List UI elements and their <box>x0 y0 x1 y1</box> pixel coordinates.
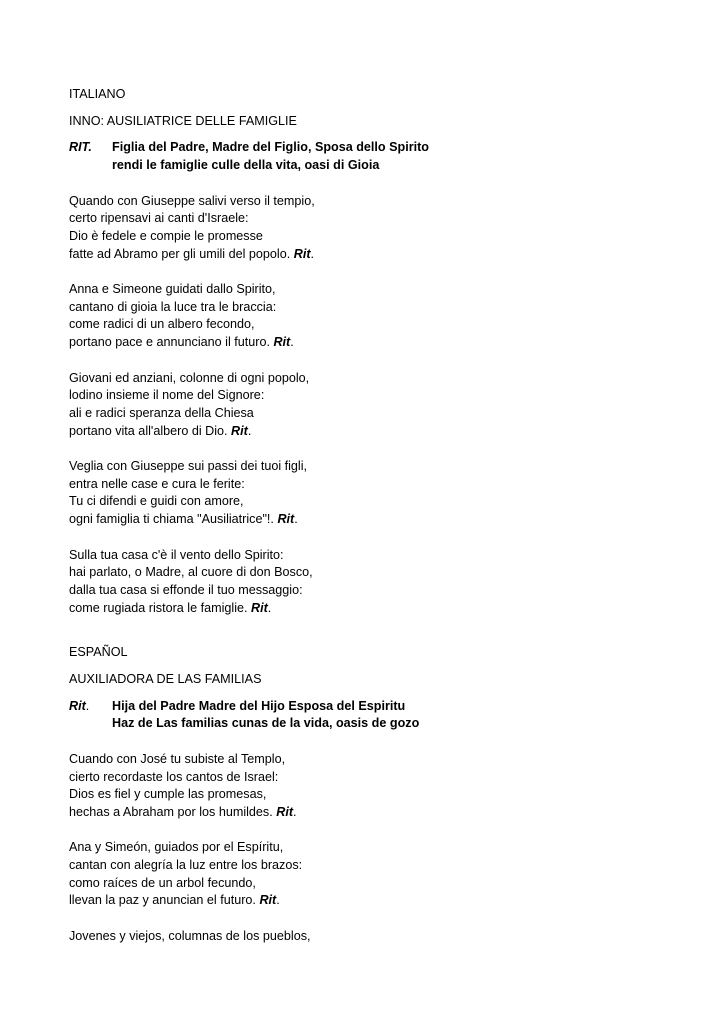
verse-line: Sulla tua casa c'è il vento dello Spirito: <box>69 547 284 562</box>
verse-line: Dios es fiel y cumple las promesas, <box>69 787 267 802</box>
italian-refrain-line: rendi le famiglie culle della vita, oasi di Gioia <box>112 158 380 173</box>
spanish-refrain-line: Hija del Padre Madre del Hijo Esposa del Espiritu <box>112 698 406 713</box>
italian-refrain-line: Figlia del Padre, Madre del Figlio, Sposa dello Spirito <box>112 140 429 155</box>
italian-stanza: Sulla tua casa c'è il vento dello Spirito: hai parlato, o Madre, al cuore di don Bosco, dalla tua casa si effonde il tuo messaggio: come rugiada ristora le famiglie. Rit. <box>69 547 669 618</box>
italian-refrain-tag: RIT <box>69 140 89 155</box>
verse-line: certo ripensavi ai canti d'Israele: <box>69 211 249 226</box>
spanish-stanza: Cuando con José tu subiste al Templo, cierto recordaste los cantos de Israel: Dios es fiel y cumple las promesas, hechas a Abraham por los humildes. Rit. <box>69 751 669 822</box>
rit-marker: Rit <box>251 600 268 615</box>
verse-line: hai parlato, o Madre, al cuore di don Bosco, <box>69 565 313 580</box>
spanish-refrain: Rit. Hija del Padre Madre del Hijo Esposa del Espiritu Haz de Las familias cunas de la vida, oasis de gozo <box>69 698 669 733</box>
verse-line: entra nelle case e cura le ferite: <box>69 476 245 491</box>
italian-stanza: Veglia con Giuseppe sui passi dei tuoi figli, entra nelle case e cura le ferite: Tu ci difendi e guidi con amore, ogni famiglia ti chiama "Ausiliatrice"!. Rit. <box>69 458 669 529</box>
verse-line: cierto recordaste los cantos de Israel: <box>69 769 279 784</box>
spanish-refrain-tag: Rit <box>69 698 86 713</box>
spanish-stanza <box>69 928 669 946</box>
verse-line: portano vita all'albero di Dio. <box>69 423 228 438</box>
rit-marker: Rit <box>293 246 311 261</box>
verse-line: lodino insieme il nome del Signore: <box>69 388 265 403</box>
verse-line: Giovani ed anziani, colonne di ogni popolo, <box>69 370 310 385</box>
spanish-stanza: Ana y Simeón, guiados por el Espíritu, cantan con alegría la luz entre los brazos: como raíces de un arbol fecundo, llevan la paz y anuncian el futuro. Rit. <box>69 839 669 910</box>
verse-line: Jovenes y viejos, columnas de los pueblos, <box>69 928 311 943</box>
italian-language-heading: ITALIANO <box>69 87 126 101</box>
verse-line: dalla tua casa si effonde il tuo messaggio: <box>69 582 303 597</box>
rit-marker: Rit <box>277 512 295 527</box>
verse-line: Cuando con José tu subiste al Templo, <box>69 751 286 766</box>
verse-line: ali e radici speranza della Chiesa <box>69 405 254 420</box>
spanish-refrain-line: Haz de Las familias cunas de la vida, oasis de gozo <box>112 716 420 731</box>
verse-line: Dio è fedele e compie le promesse <box>69 228 263 243</box>
verse-line: come radici di un albero fecondo, <box>69 317 255 332</box>
italian-stanza: Anna e Simeone guidati dallo Spirito, cantano di gioia la luce tra le braccia: come radici di un albero fecondo, portano pace e annunciano il futuro. Rit. <box>69 281 669 352</box>
document-page <box>69 86 669 946</box>
verse-line: como raíces de un arbol fecundo, <box>69 875 256 890</box>
italian-refrain: RIT. Figlia del Padre, Madre del Figlio, Sposa dello Spirito rendi le famiglie culle della vita, oasi di Gioia <box>69 139 669 174</box>
italian-stanza: Giovani ed anziani, colonne di ogni popolo, lodino insieme il nome del Signore: ali e radici speranza della Chiesa portano vita all'albero di Dio. Rit. <box>69 370 669 441</box>
italian-stanza: Quando con Giuseppe salivi verso il tempio, certo ripensavi ai canti d'Israele: Dio è fedele e compie le promesse fatte ad Abramo per gli umili del popolo. Rit. <box>69 193 669 264</box>
verse-line: hechas a Abraham por los humildes. <box>69 804 273 819</box>
rit-marker: Rit <box>231 423 248 438</box>
italian-hymn-title: INNO: AUSILIATRICE DELLE FAMIGLIE <box>69 113 297 128</box>
verse-line: portano pace e annunciano il futuro. <box>69 335 270 350</box>
verse-line: Ana y Simeón, guiados por el Espíritu, <box>69 840 284 855</box>
verse-line: Anna e Simeone guidati dallo Spirito, <box>69 282 276 296</box>
verse-line: Tu ci difendi e guidi con amore, <box>69 494 244 509</box>
spanish-language-heading: ESPAÑOL <box>69 645 128 660</box>
verse-line: cantan con alegría la luz entre los brazos: <box>69 858 303 873</box>
verse-line: fatte ad Abramo per gli umili del popolo. <box>69 246 291 261</box>
verse-line: ogni famiglia ti chiama "Ausiliatrice"!. <box>69 512 274 527</box>
rit-marker: Rit <box>259 893 277 908</box>
verse-line: cantano di gioia la luce tra le braccia: <box>69 299 277 314</box>
verse-line: Veglia con Giuseppe sui passi dei tuoi figli, <box>69 459 308 473</box>
rit-marker: Rit <box>276 804 294 819</box>
verse-line: come rugiada ristora le famiglie. <box>69 600 248 615</box>
verse-line: Quando con Giuseppe salivi verso il tempio, <box>69 193 315 208</box>
verse-line: llevan la paz y anuncian el futuro. <box>69 893 256 908</box>
spanish-hymn-title: AUXILIADORA DE LAS FAMILIAS <box>69 672 262 687</box>
rit-marker: Rit <box>273 335 291 350</box>
